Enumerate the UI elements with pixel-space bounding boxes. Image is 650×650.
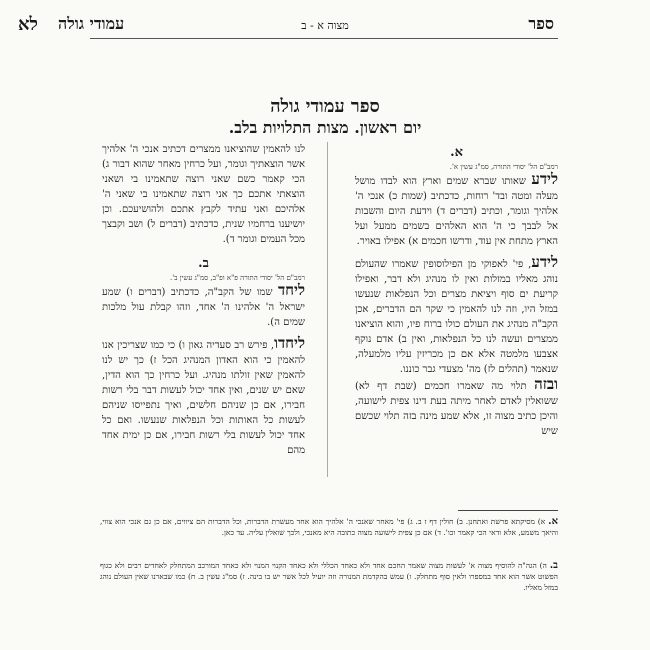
- body-text: תלוי מה שאמרו חכמים (שבת דף לא) ששואלין לאדם לאחר מיתה בעת דינו צפית לישועה, והיכן כתיב מצוה זו, אלא שמע מינה בזה תלוי שכשם שיש: [355, 381, 558, 437]
- section-source: רמב"ם הל' יסודי התורה פ"א ופ"ב, סמ"ג עשין ב'.: [169, 274, 305, 282]
- section-body: [355, 255, 558, 377]
- running-header-mitzvah-ref: מצוה א - ב: [301, 19, 349, 32]
- opening-word: ליחדו: [274, 334, 305, 352]
- day-title: יום ראשון. מצות התלויות בלב.: [228, 118, 422, 137]
- footnote-key: ב.: [549, 560, 558, 571]
- opening-word: ובזה: [534, 375, 558, 393]
- body-text: , פי' לאפוקי מן הפילוסופין שאמרו שהעולם נוהג מאליו במזלות ואין לו מנהיג ולא דבר, ואפילו קריעת ים סוף ויציאת מצרים וכל הנפלאות שנעשו במזל היו, וזה לנו להאמין כי שקר הם הדברים, אכן הקב"ה מנהיג את העולם כולו ברוח פיו, והוא הוציאנו ממצרים ועשה לנו כל הנפלאות, ואין ב) אדם נוקף אצבעו מלמטה אלא אם כן מכריזין עליו מלמעלה, שנאמר (תהלים לז) מה' מצעדי גבר כוננו.: [355, 259, 558, 375]
- opening-word: לידע: [531, 170, 558, 188]
- body-text: שאותו שברא שמים וארץ הוא לבדו מושל מעלה ומטה ובד' רוחות, כדכתיב (שמות כ) אנכי ה' אלהיך וגומר, וכתיב (דברים ד) וידעת היום והשבות אל לבבך כי ה' הוא האלהים בשמים ממעל ועל הארץ מתחת אין עוד, ודרשו חכמים א) אפילו באויר.: [355, 176, 558, 247]
- footnote-text: א) מסיקתא פרשת ואתחנן. ב) חולין דף ז ב. ג) פי' מאחר שאנכי ה' אלהיך הוא אחד מעשרת הדברות, וכל הדברות הם ציווים, אם כן גם אנכי הוא צווי, והיאך משמע, אלא ודאי הכי קאמר וכו'. ד) אם כן צפית לישועה מצוה כתובה היא מאנכי, ולכך שואלין עליה. עד כאן.: [100, 517, 558, 537]
- footnote: [100, 560, 558, 593]
- header-rule: [90, 38, 558, 39]
- footnote-rule: [458, 510, 558, 511]
- section-body: לנו להאמין שהוציאנו ממצרים דכתיב אנכי ה' אלהיך אשר הוצאתיך וגומר, ועל כרחין מאחר שהוא דבור ג) הכי קאמר כשם שאני רוצה שתאמינו בי ושאני הוצאתי אתכם כך אני רוצה שתאמינו בי שאני ה' אלהיכם ואני עתיד לקבץ אתכם ולהושיעכם. וכן יושיענו ברחמיו שנית, כדכתיב (דברים ל) ושב וקבצך מכל העמים וגומר ד).: [102, 144, 305, 245]
- left-column: [102, 142, 305, 458]
- book-title: ספר עמודי גולה: [270, 96, 380, 117]
- body-text: , פירש רב סעדיה גאון ו) כי כמו שצריכין אנו להאמין כי הוא האדון המנהיג הכל ז) כך יש לנו להאמין שאין זולתו מנהיג. ועל כרחין כך הוא הדין, שאם יש שנים, ואין אחד יכול לעשות דבר בלי רשות חבירו, אם כן שניהם חלשים, ואיך נתפייסו שניהם לעשות כל האותות וכל הנפלאות שנעשו. ואם כל אחד יכול לעשות בלי רשות חבירו, אם כן ימית אחד מהם: [102, 340, 305, 456]
- right-column: [355, 142, 558, 439]
- footnote: [100, 516, 558, 538]
- footnote-text: ה) הגה"ה להוסיף מצוה א' לעשות מצוה שאמר החכם אחד ולא כאחד הכללי ולא כאחד הקנוי המנוי ולא כאחד המורכב המתחלק לאחדים רבים ולא כגוף הפשוט אשר הוא אחד במספרו ולאין סוף מתחלק. ו) עמש בהקדמת המנורה וזה יועיל לכל אשר יש בו בינה. ז) סמ"ג עשין ב. ח) כמו שבארנו שאין העולם נוהג במזל מאליו.: [100, 561, 558, 592]
- section-body: [102, 336, 305, 458]
- running-header-book: ספר: [528, 14, 554, 33]
- section-heading-bet: ב.: [198, 256, 209, 271]
- section-body: [355, 377, 558, 439]
- section-body: [355, 172, 558, 249]
- opening-word: לידע: [531, 253, 558, 271]
- section-heading-aleph: א.: [450, 145, 463, 160]
- section-body: [102, 283, 305, 330]
- body-text: שמו של הקב"ה, כדכתיב (דברים ו) שמע ישראל ה' אלהינו ה' אחד, וזהו קבלת עול מלכות שמים ה).: [102, 287, 305, 328]
- column-divider: [327, 142, 328, 477]
- running-header-title: עמודי גולה: [58, 14, 125, 33]
- footnote-key: א.: [548, 516, 558, 527]
- opening-word: ליחד: [277, 281, 305, 299]
- section-source: רמב"ם הל' יסודי התורה, סמ"ג עשין א'.: [449, 163, 558, 171]
- page-number: לא: [18, 14, 38, 35]
